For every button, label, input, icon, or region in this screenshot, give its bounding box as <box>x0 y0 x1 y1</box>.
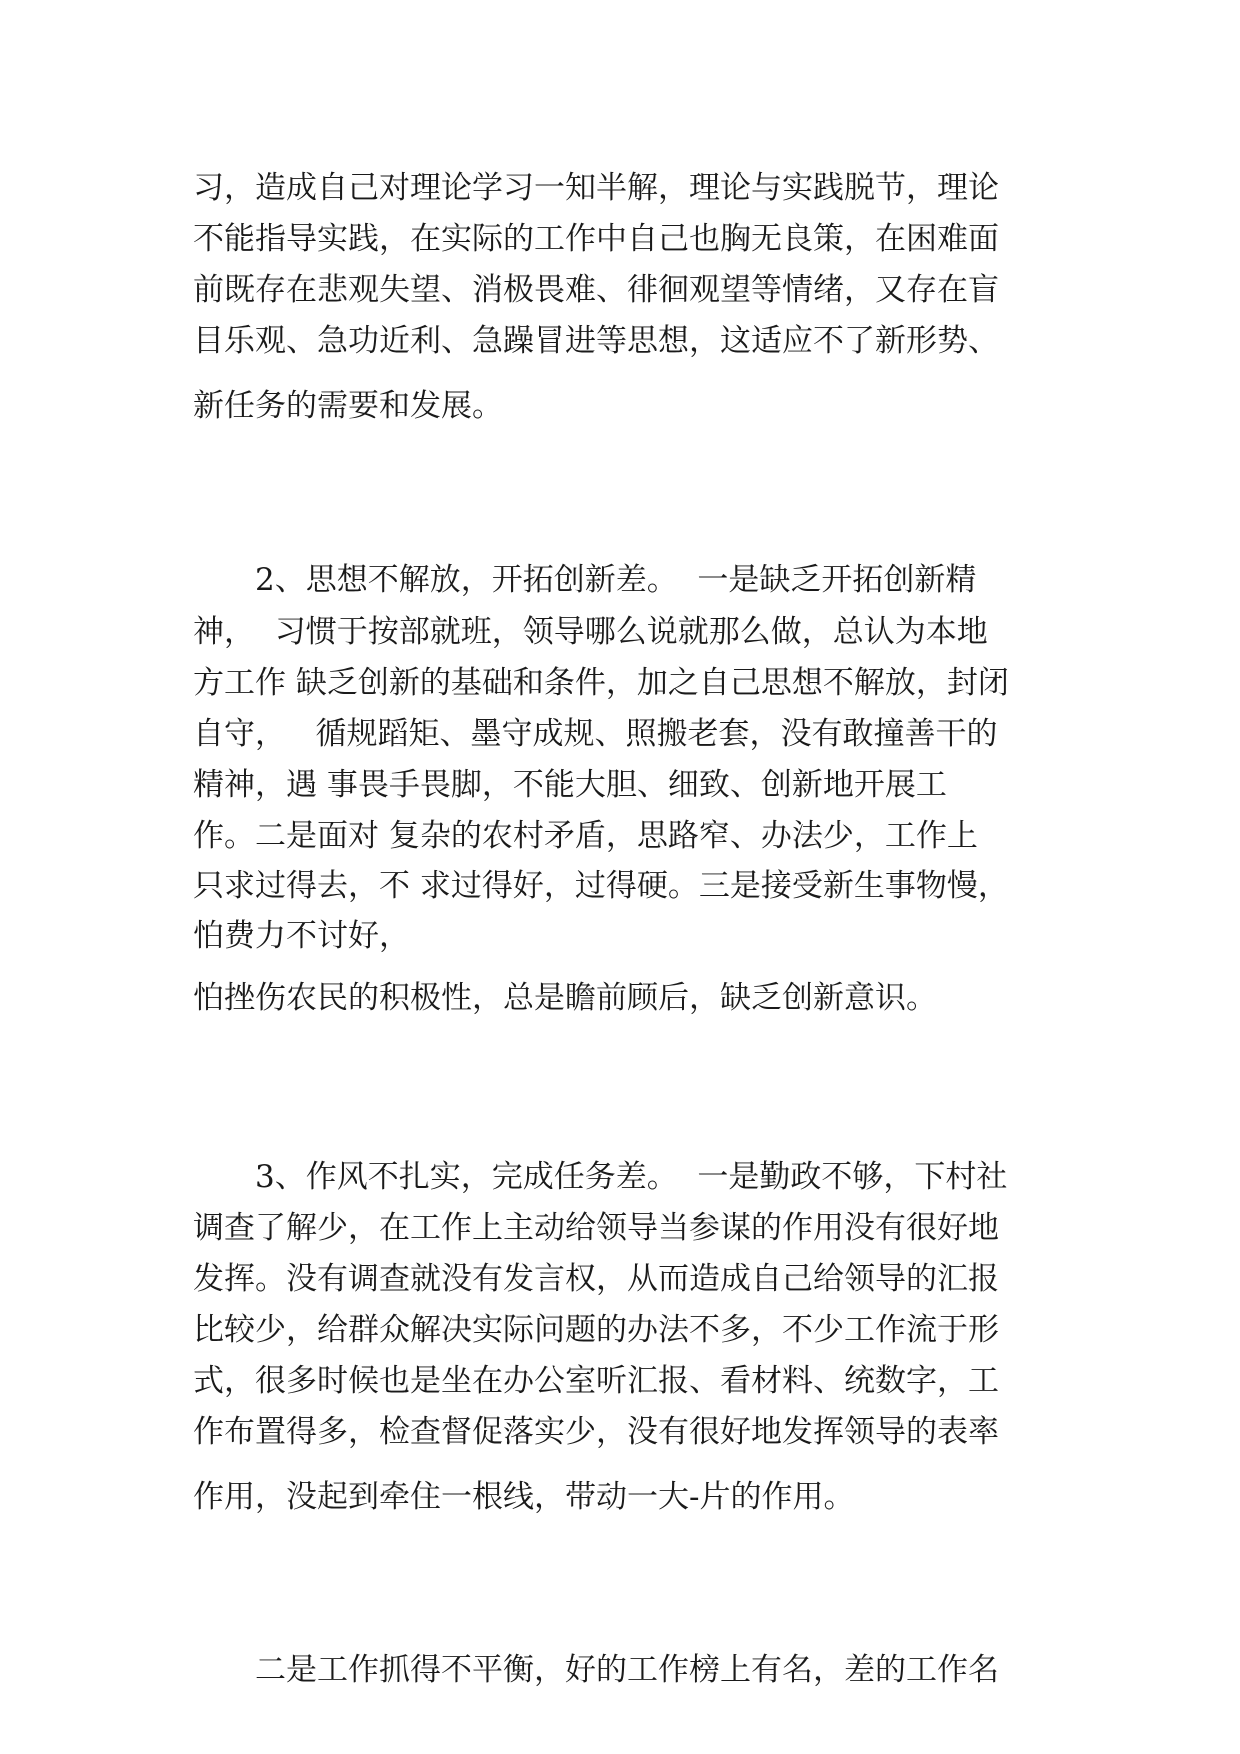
paragraph-2-line-8: 怕费力不讨好， <box>193 918 410 954</box>
paragraph-3-line-3: 发挥。没有调查就没有发言权，从而造成自己给领导的汇报 <box>193 1261 999 1297</box>
paragraph-3-line-6: 作布置得多，检查督促落实少，没有很好地发挥领导的表率 <box>193 1414 999 1450</box>
paragraph-1-line-1: 习，造成自己对理论学习一知半解，理论与实践脱节，理论 <box>193 170 999 206</box>
paragraph-2-line-6: 作。二是面对 复杂的农村矛盾，思路窄、办法少，工作上 <box>193 818 978 854</box>
paragraph-2-line-5: 精神，遇 事畏手畏脚，不能大胆、细致、创新地开展工 <box>193 767 947 803</box>
paragraph-3-line-1: 3、作风不扎实，完成任务差。 一是勤政不够，下村社 <box>255 1159 1008 1195</box>
paragraph-3-line-7: 作用，没起到牵住一根线，带动一大-片的作用。 <box>193 1479 855 1515</box>
paragraph-1-line-2: 不能指导实践，在实际的工作中自己也胸无良策，在困难面 <box>193 221 999 257</box>
paragraph-2-line-4: 自守， 循规蹈矩、墨守成规、照搬老套，没有敢撞善干的 <box>193 716 998 752</box>
paragraph-3-line-4: 比较少，给群众解决实际问题的办法不多，不少工作流于形 <box>193 1312 999 1348</box>
paragraph-3-line-5: 式，很多时候也是坐在办公室听汇报、看材料、统数字，工 <box>193 1363 999 1399</box>
paragraph-1-line-5: 新任务的需要和发展。 <box>193 388 503 424</box>
paragraph-2-line-9: 怕挫伤农民的积极性，总是瞻前顾后，缺乏创新意识。 <box>193 980 937 1016</box>
paragraph-2-line-1: 2、思想不解放，开拓创新差。 一是缺乏开拓创新精 <box>255 562 977 598</box>
paragraph-1-line-4: 目乐观、急功近利、急躁冒进等思想，这适应不了新形势、 <box>193 323 999 359</box>
paragraph-2-line-7: 只求过得去，不 求过得好，过得硬。三是接受新生事物慢， <box>193 868 1009 904</box>
paragraph-4-line-1: 二是工作抓得不平衡，好的工作榜上有名，差的工作名 <box>255 1652 999 1688</box>
paragraph-1-line-3: 前既存在悲观失望、消极畏难、徘徊观望等情绪，又存在盲 <box>193 272 999 308</box>
paragraph-3-line-2: 调查了解少，在工作上主动给领导当参谋的作用没有很好地 <box>193 1210 999 1246</box>
paragraph-2-line-3: 方工作 缺乏创新的基础和条件，加之自己思想不解放，封闭 <box>193 665 1009 701</box>
paragraph-2-line-2: 神， 习惯于按部就班，领导哪么说就那么做，总认为本地 <box>193 614 988 650</box>
